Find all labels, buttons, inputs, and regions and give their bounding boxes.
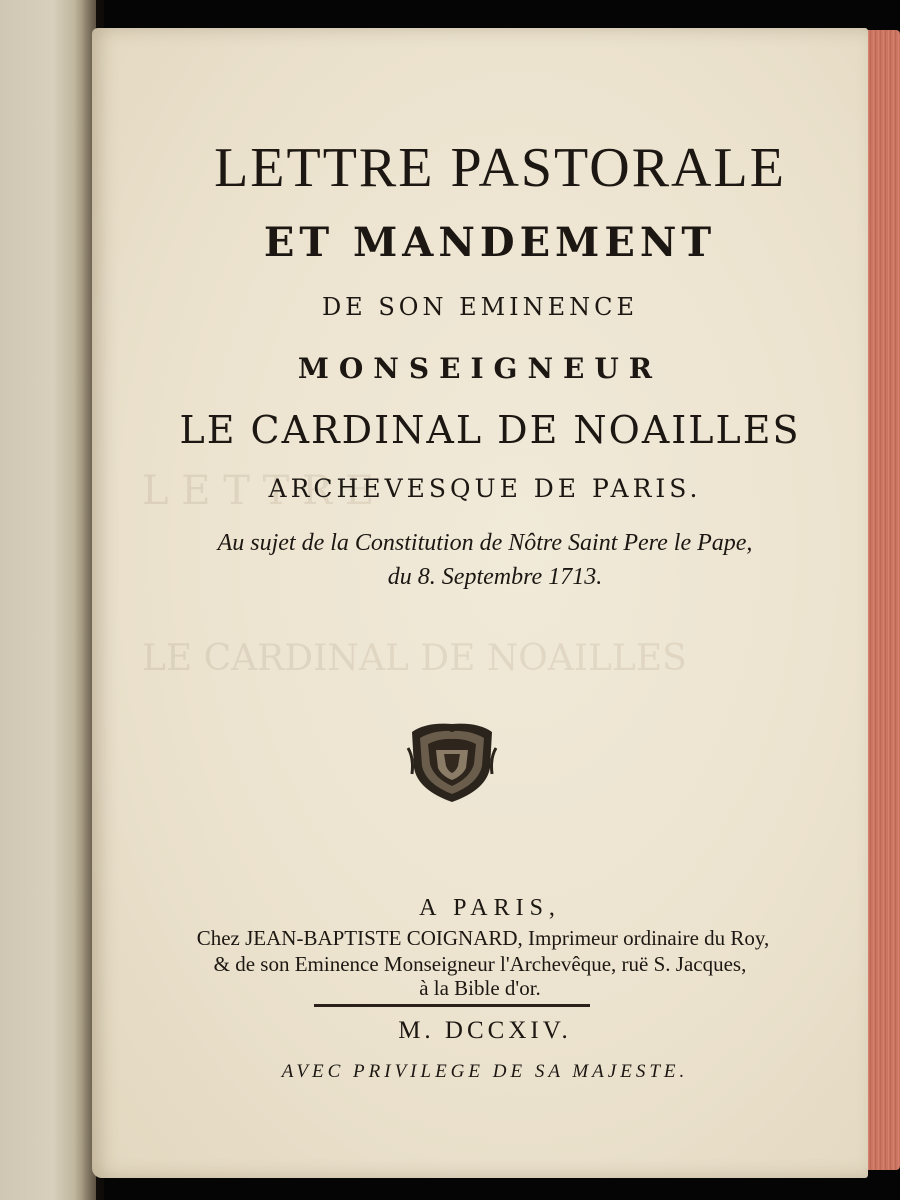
imprint-city: A PARIS, <box>419 895 561 921</box>
printers-device-vignette-icon <box>406 718 498 806</box>
subject-line-2: du 8. Septembre 1713. <box>387 564 603 590</box>
royal-privilege: AVEC PRIVILEGE DE SA MAJESTE. <box>281 1061 689 1082</box>
title-page-text <box>92 28 868 1178</box>
show-through-text: L E T T R E <box>142 468 375 514</box>
title-line-3: DE SON EMINENCE <box>321 293 639 321</box>
title-line-2: ET MANDEMENT <box>263 219 717 266</box>
subject-line-1: Au sujet de la Constitution de Nôtre Saint Pere le Pape, <box>217 530 753 556</box>
title-page <box>92 28 868 1178</box>
title-line-1: LETTRE PASTORALE <box>214 137 786 199</box>
imprint-date: M. DCCXIV. <box>398 1017 572 1044</box>
show-through-text: LE CARDINAL DE NOAILLES <box>142 638 687 679</box>
title-line-5: LE CARDINAL DE NOAILLES <box>179 408 801 452</box>
horizontal-rule <box>314 1004 590 1007</box>
title-line-4: MONSEIGNEUR <box>297 352 663 385</box>
imprint-line-3: à la Bible d'or. <box>419 976 541 1000</box>
title-line-6: ARCHEVESQUE DE PARIS. <box>268 474 702 503</box>
imprint-line-1: Chez JEAN-BAPTISTE COIGNARD, Imprimeur ordinaire du Roy, <box>196 926 770 950</box>
imprint-line-2: & de son Eminence Monseigneur l'Archevêque, ruë S. Jacques, <box>213 952 747 976</box>
